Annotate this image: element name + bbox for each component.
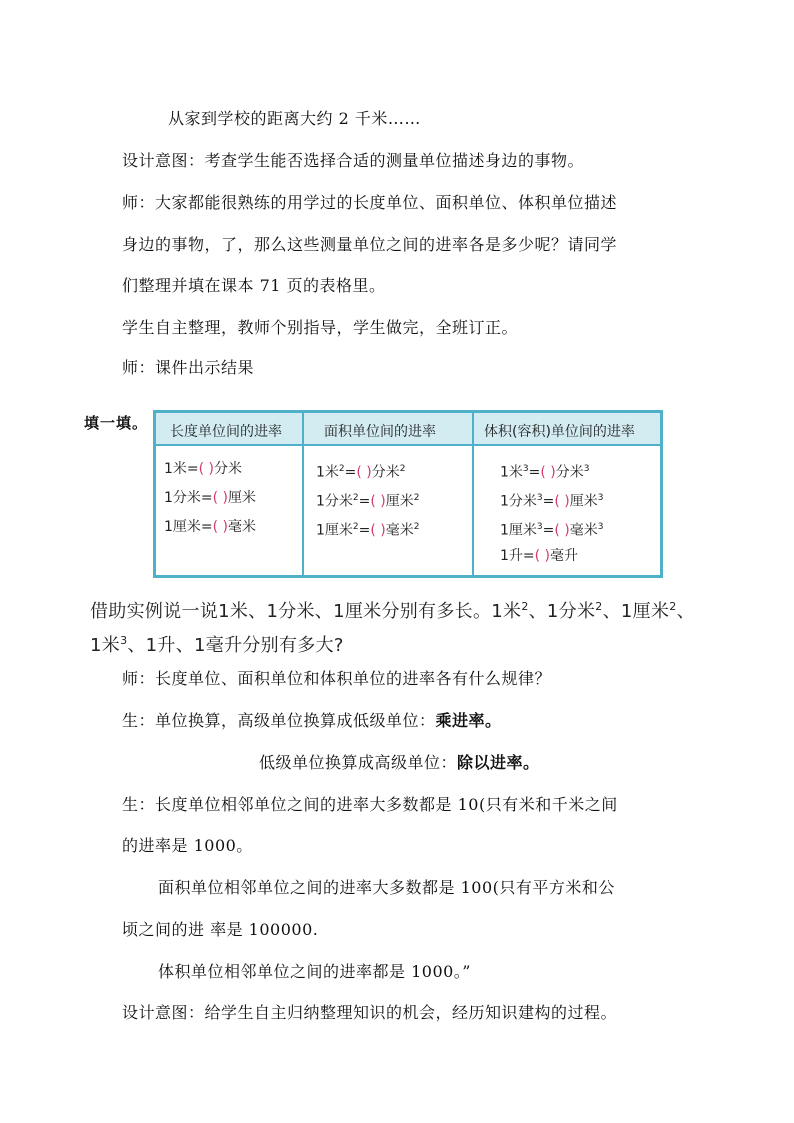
text-line-12: 的进率是 1000。 <box>122 836 253 855</box>
textbook-prompt-line-1: 借助实例说一说1米、1分米、1厘米分别有多长。1米$^2$、1分米$^2$、1厘米$^2$、 <box>90 600 695 622</box>
volume-row: 1米$^3$=( )分米$^3$ <box>500 464 590 481</box>
fill-in-label: 填一填。 <box>84 414 149 432</box>
volume-row: 1厘米$^3$=( )毫米$^3$ <box>500 522 604 539</box>
text-line-3: 师：大家都能很熟练的用学过的长度单位、面积单位、体积单位描述 <box>122 193 618 212</box>
volume-row: 1分米$^3$=( )厘米$^3$ <box>500 493 604 510</box>
textbook-prompt-line-2: 1米$^3$、1升、1毫升分别有多大? <box>90 634 344 656</box>
column-divider <box>472 413 474 575</box>
text-line-4: 身边的事物，了，那么这些测量单位之间的进率各是多少呢？请同学 <box>122 235 618 254</box>
text-line-8: 师：长度单位、面积单位和体积单位的进率各有什么规律？ <box>122 669 552 688</box>
header-volume: 体积(容积)单位间的进率 <box>484 424 635 440</box>
volume-row: 1升=( )毫升 <box>500 548 579 564</box>
text-line-10: 低级单位换算成高级单位：除以进率。 <box>259 753 540 772</box>
text-line-7: 师：课件出示结果 <box>122 358 255 377</box>
text-line-15: 体积单位相邻单位之间的进率都是 1000。” <box>158 962 471 981</box>
text-line-1: 从家到学校的距离大约 2 千米…… <box>168 109 421 128</box>
text-line-16: 设计意图：给学生自主归纳整理知识的机会，经历知识建构的过程。 <box>122 1003 618 1022</box>
text-line-13: 面积单位相邻单位之间的进率大多数都是 100(只有平方米和公 <box>158 878 615 897</box>
text-line-11: 生：长度单位相邻单位之间的进率大多数都是 10(只有米和千米之间 <box>122 795 618 814</box>
header-length: 长度单位间的进率 <box>170 424 282 440</box>
area-row: 1米$^2$=( )分米$^2$ <box>316 464 406 481</box>
text-line-6: 学生自主整理，教师个别指导，学生做完，全班订正。 <box>122 318 519 337</box>
text-line-2: 设计意图：考查学生能否选择合适的测量单位描述身边的事物。 <box>122 151 585 170</box>
text-line-5: 们整理并填在课本 71 页的表格里。 <box>122 276 386 295</box>
emphasis-divide: 除以进率。 <box>457 753 540 772</box>
header-area: 面积单位间的进率 <box>324 424 436 440</box>
length-row: 1米=( )分米 <box>164 461 243 477</box>
area-row: 1分米$^2$=( )厘米$^2$ <box>316 493 420 510</box>
column-divider <box>302 413 304 575</box>
unit-rate-table <box>153 410 663 578</box>
emphasis-multiply: 乘进率。 <box>435 711 502 730</box>
area-row: 1厘米$^2$=( )毫米$^2$ <box>316 522 420 539</box>
length-row: 1分米=( )厘米 <box>164 490 257 506</box>
text-line-14: 顷之间的进 率是 100000. <box>122 920 319 939</box>
text-line-9: 生：单位换算，高级单位换算成低级单位：乘进率。 <box>122 711 502 730</box>
length-row: 1厘米=( )毫米 <box>164 519 257 535</box>
